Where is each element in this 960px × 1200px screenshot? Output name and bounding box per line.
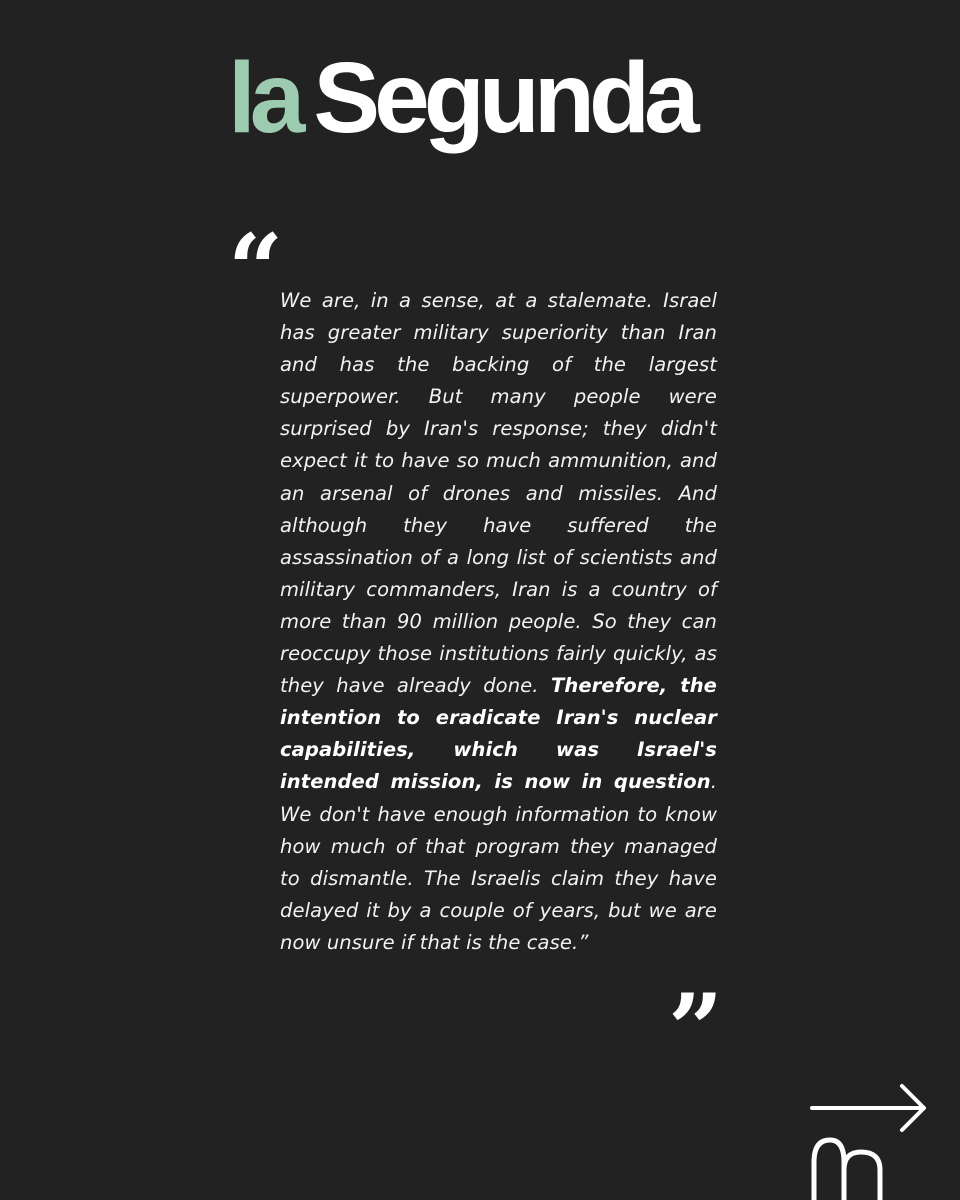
la-segunda-logo bbox=[228, 38, 738, 158]
quote-text-outro: . We don't have enough information to know how much of that program they managed to dismantle. The Israelis claim they have delayed it by a couple of years, but we are now unsure if that is the case.” bbox=[280, 770, 717, 954]
logo-name: Segunda bbox=[313, 42, 694, 154]
quote-text bbox=[280, 285, 717, 959]
quote-text-intro: We are, in a sense, at a stalemate. Israel has greater military superiority than Iran and has the backing of the largest superpower. But many people were surprised by Iran's response; they didn't expect it to have so much ammunition, and an arsenal of drones and missiles. And although they have suffered the assassination of a long list of scientists and military commanders, Iran is a country of more than 90 million people. So they can reoccupy those institutions fairly quickly, as they have already done. bbox=[280, 289, 717, 698]
brand-mark-icon bbox=[806, 1130, 890, 1200]
quote-text-highlight: Therefore, the intention to eradicate Iran's nuclear capabilities, which was Israel's intended mission, is now in question bbox=[280, 674, 717, 794]
open-quote-icon: “ bbox=[228, 222, 284, 292]
logo-prefix: la bbox=[228, 42, 300, 154]
close-quote-icon: ” bbox=[668, 982, 724, 1052]
